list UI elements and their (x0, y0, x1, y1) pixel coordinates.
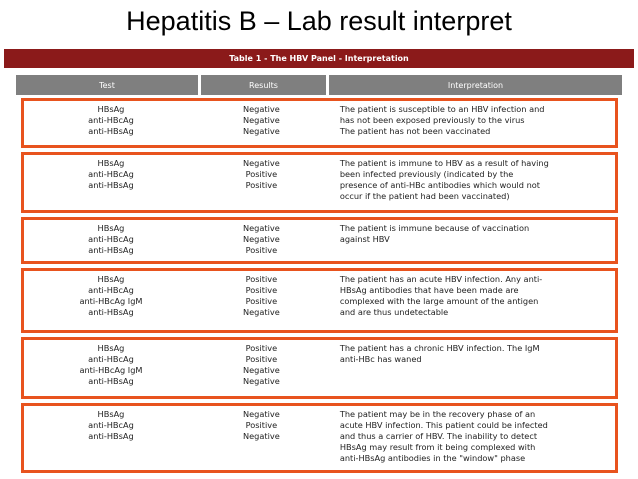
test-result-column (198, 158, 323, 202)
test-name-column (24, 223, 198, 256)
test-result: Positive (245, 285, 278, 295)
test-name: anti-HBcAg IgM (79, 365, 143, 375)
interpretation-line-column (323, 158, 615, 202)
result-panel (21, 403, 618, 473)
header-results: Results (201, 75, 326, 95)
test-result: Negative (243, 376, 280, 386)
test-result: Positive (245, 245, 278, 255)
test-name: anti-HBcAg (88, 169, 134, 179)
test-name: anti-HBcAg (88, 285, 134, 295)
header-test: Test (16, 75, 198, 95)
test-result: Negative (243, 115, 280, 125)
test-name: HBsAg (97, 274, 125, 284)
test-result: Positive (245, 180, 278, 190)
test-name: anti-HBcAg IgM (79, 296, 143, 306)
test-name: anti-HBcAg (88, 234, 134, 244)
test-result-column (198, 343, 323, 387)
test-result-column (198, 274, 323, 318)
test-result: Negative (243, 365, 280, 375)
test-name: anti-HBcAg (88, 115, 134, 125)
test-name: anti-HBsAg (88, 126, 134, 136)
test-result: Negative (243, 126, 280, 136)
test-result: Negative (243, 223, 280, 233)
test-name: HBsAg (97, 158, 125, 168)
table-header-row (16, 75, 622, 95)
test-name: anti-HBsAg (88, 307, 134, 317)
interpretation-line-column (323, 409, 615, 464)
result-panel (21, 152, 618, 213)
test-name: anti-HBsAg (88, 180, 134, 190)
interpretation-line: The patient is immune because of vaccination (339, 223, 530, 233)
interpretation-line: and thus a carrier of HBV. The inability to detect (339, 431, 538, 441)
interpretation-line: and are thus undetectable (339, 307, 449, 317)
result-panel (21, 217, 618, 264)
interpretation-line: anti-HBsAg antibodies in the "window" phase (339, 453, 526, 463)
result-panel (21, 98, 618, 148)
interpretation-line: been infected previously (indicated by the (339, 169, 514, 179)
interpretation-line-column (323, 343, 615, 387)
test-result: Positive (245, 274, 278, 284)
test-name: anti-HBcAg (88, 354, 134, 364)
interpretation-line: anti-HBc has waned (339, 354, 422, 364)
table-title-bar: Table 1 - The HBV Panel - Interpretation (4, 49, 634, 68)
test-result: Negative (243, 307, 280, 317)
result-panel (21, 268, 618, 333)
test-result: Positive (245, 420, 278, 430)
interpretation-line: complexed with the large amount of the antigen (339, 296, 539, 306)
interpretation-line: The patient is immune to HBV as a result of having (339, 158, 549, 168)
interpretation-line: The patient is susceptible to an HBV infection and (339, 104, 545, 114)
test-name: anti-HBsAg (88, 376, 134, 386)
interpretation-line-column (323, 274, 615, 318)
test-result: Positive (245, 169, 278, 179)
test-result: Negative (243, 409, 280, 419)
interpretation-line: The patient has an acute HBV infection. Any anti- (339, 274, 543, 284)
test-name-column (24, 343, 198, 387)
test-name-column (24, 104, 198, 137)
test-name: HBsAg (97, 409, 125, 419)
interpretation-line: The patient has a chronic HBV infection. The IgM (339, 343, 540, 353)
test-name-column (24, 158, 198, 202)
test-result-column (198, 409, 323, 464)
interpretation-line-column (323, 104, 615, 137)
test-result-column (198, 223, 323, 256)
result-panel (21, 337, 618, 399)
test-result: Positive (245, 296, 278, 306)
test-name: anti-HBcAg (88, 420, 134, 430)
interpretation-line: acute HBV infection. This patient could be infected (339, 420, 548, 430)
test-name: HBsAg (97, 343, 125, 353)
header-interpretation: Interpretation (329, 75, 622, 95)
test-result: Negative (243, 158, 280, 168)
test-result: Negative (243, 234, 280, 244)
test-result: Negative (243, 431, 280, 441)
test-name: anti-HBsAg (88, 245, 134, 255)
interpretation-line: The patient has not been vaccinated (339, 126, 491, 136)
interpretation-line: The patient may be in the recovery phase of an (339, 409, 536, 419)
test-result: Positive (245, 343, 278, 353)
slide-title: Hepatitis B – Lab result interpret (126, 6, 512, 36)
interpretation-line: against HBV (339, 234, 390, 244)
test-result-column (198, 104, 323, 137)
test-name: HBsAg (97, 104, 125, 114)
test-name: anti-HBsAg (88, 431, 134, 441)
interpretation-line: occur if the patient had been vaccinated) (339, 191, 510, 201)
test-name-column (24, 409, 198, 464)
interpretation-line-column (323, 223, 615, 256)
interpretation-line: HBsAg may result from it being complexed with (339, 442, 536, 452)
interpretation-line: HBsAg antibodies that have been made are (339, 285, 519, 295)
interpretation-line: presence of anti-HBc antibodies which would not (339, 180, 540, 190)
test-name-column (24, 274, 198, 318)
test-name: HBsAg (97, 223, 125, 233)
interpretation-line: has not been exposed previously to the virus (339, 115, 525, 125)
test-result: Negative (243, 104, 280, 114)
test-result: Positive (245, 354, 278, 364)
